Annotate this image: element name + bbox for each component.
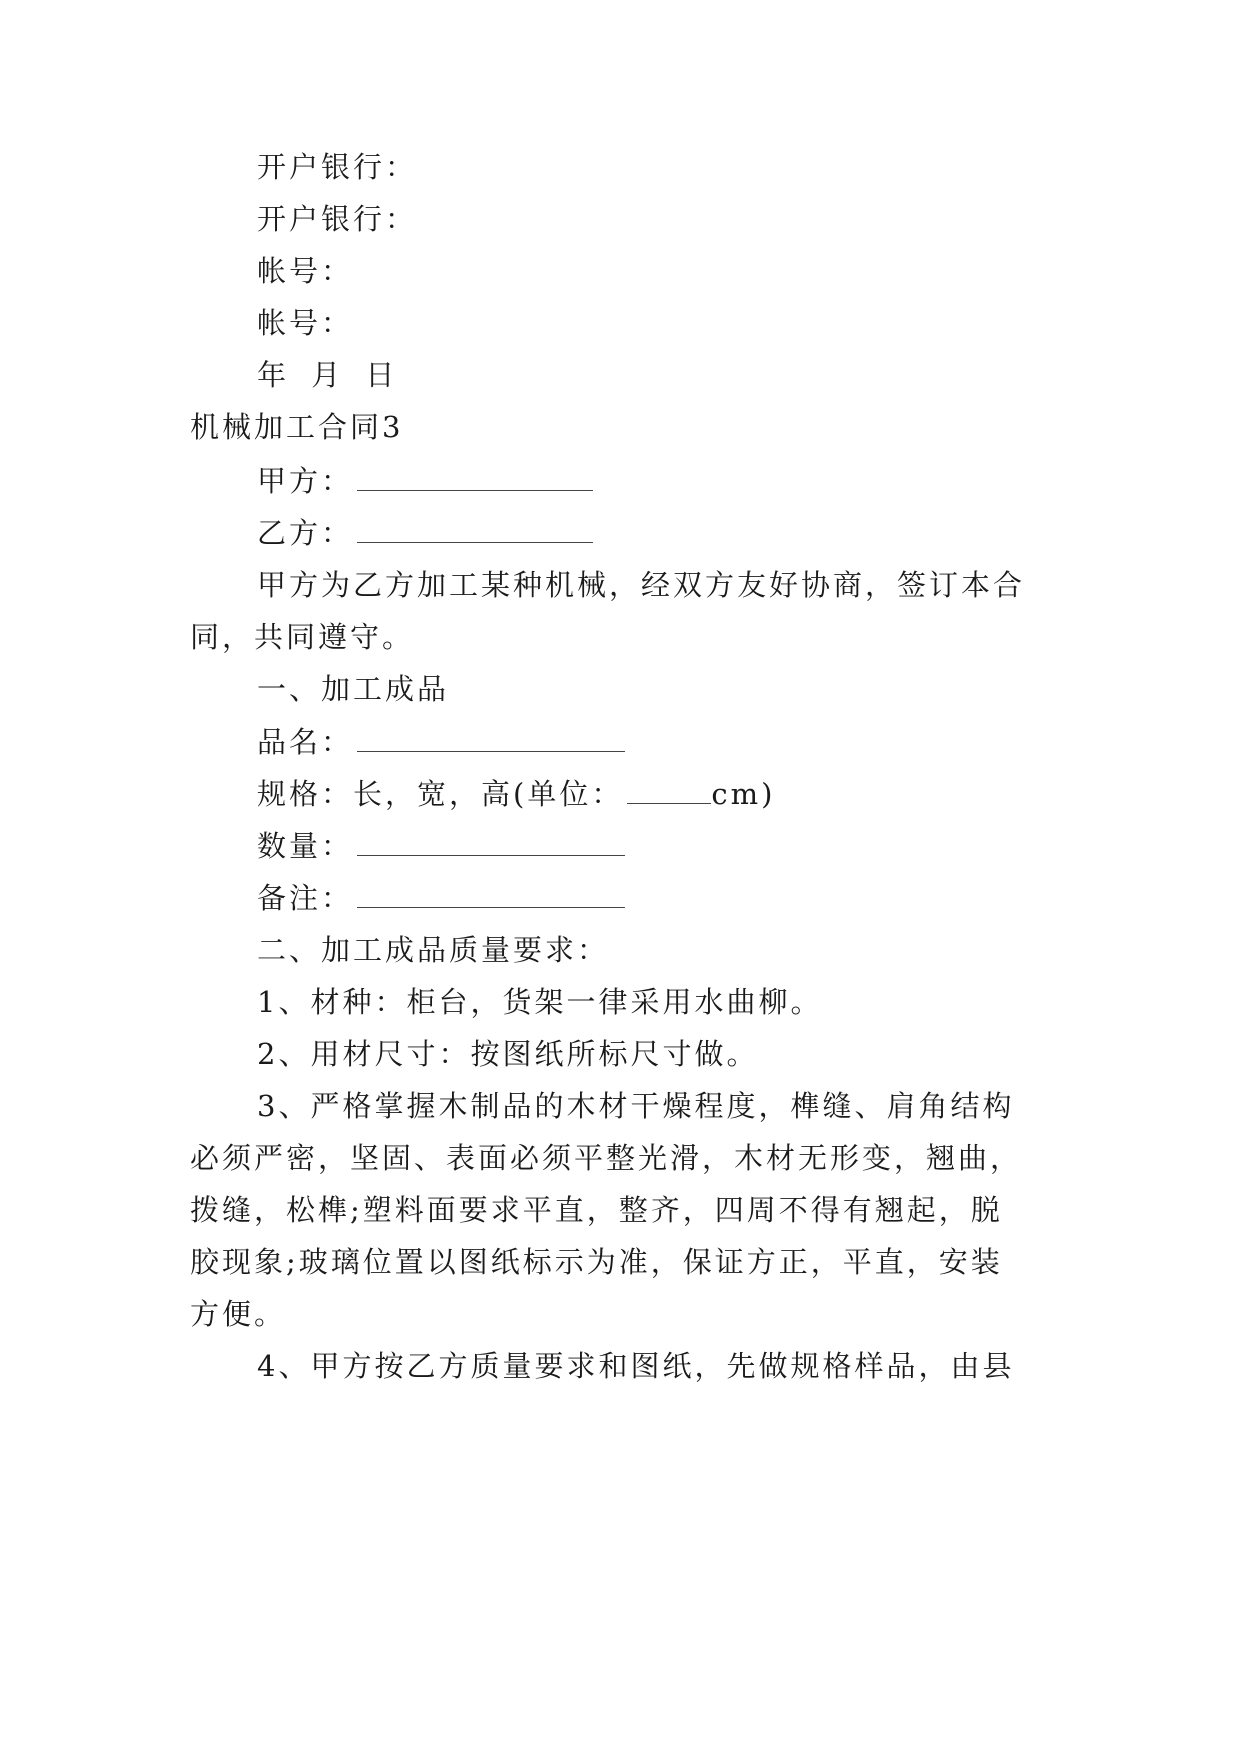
requirement-3-line-4: 胶现象;玻璃位置以图纸标示为准，保证方正，平直，安装 [190, 1245, 1003, 1279]
account-line-b: 帐号： [257, 306, 354, 340]
requirement-1: 1、材种：柜台，货架一律采用水曲柳。 [257, 985, 823, 1019]
requirement-3-line-1: 3、严格掌握木制品的木材干燥程度，榫缝、肩角结构 [257, 1089, 1015, 1123]
party-b-label: 乙方： [257, 516, 354, 550]
party-b-blank [357, 516, 593, 543]
quantity-line [257, 826, 625, 866]
product-name-blank [357, 725, 625, 752]
contract-title: 机械加工合同3 [190, 410, 404, 444]
spec-unit-blank [627, 777, 711, 804]
spec-unit: cm) [711, 777, 776, 811]
party-a-line [257, 461, 593, 501]
quantity-label: 数量： [257, 829, 354, 863]
remark-blank [357, 881, 625, 908]
bank-line-b: 开户银行： [257, 202, 418, 236]
requirement-2: 2、用材尺寸：按图纸所标尺寸做。 [257, 1037, 759, 1071]
requirement-3-line-5: 方便。 [190, 1297, 287, 1331]
section-2-heading: 二、加工成品质量要求： [257, 933, 610, 967]
spec-line [257, 774, 775, 814]
requirement-3-line-3: 拨缝，松榫;塑料面要求平直，整齐，四周不得有翘起，脱 [190, 1193, 1003, 1227]
intro-line-1: 甲方为乙方加工某种机械，经双方友好协商，签订本合 [257, 568, 1026, 602]
account-line-a: 帐号： [257, 254, 354, 288]
remark-line [257, 878, 625, 918]
requirement-3-line-2: 必须严密，坚固、表面必须平整光滑，木材无形变，翘曲， [190, 1141, 1023, 1175]
product-name-label: 品名： [257, 725, 354, 759]
requirement-4-line-1: 4、甲方按乙方质量要求和图纸，先做规格样品，由县 [257, 1349, 1015, 1383]
date-line: 年 月 日 [257, 358, 398, 392]
bank-line-a: 开户银行： [257, 150, 418, 184]
party-a-label: 甲方： [257, 464, 354, 498]
product-name-line [257, 722, 625, 762]
quantity-blank [357, 829, 625, 856]
party-b-line [257, 513, 593, 553]
section-1-heading: 一、加工成品 [257, 672, 450, 706]
remark-label: 备注： [257, 881, 354, 915]
spec-label: 规格：长，宽，高(单位： [257, 777, 624, 811]
party-a-blank [357, 464, 593, 491]
intro-line-2: 同，共同遵守。 [190, 620, 415, 654]
